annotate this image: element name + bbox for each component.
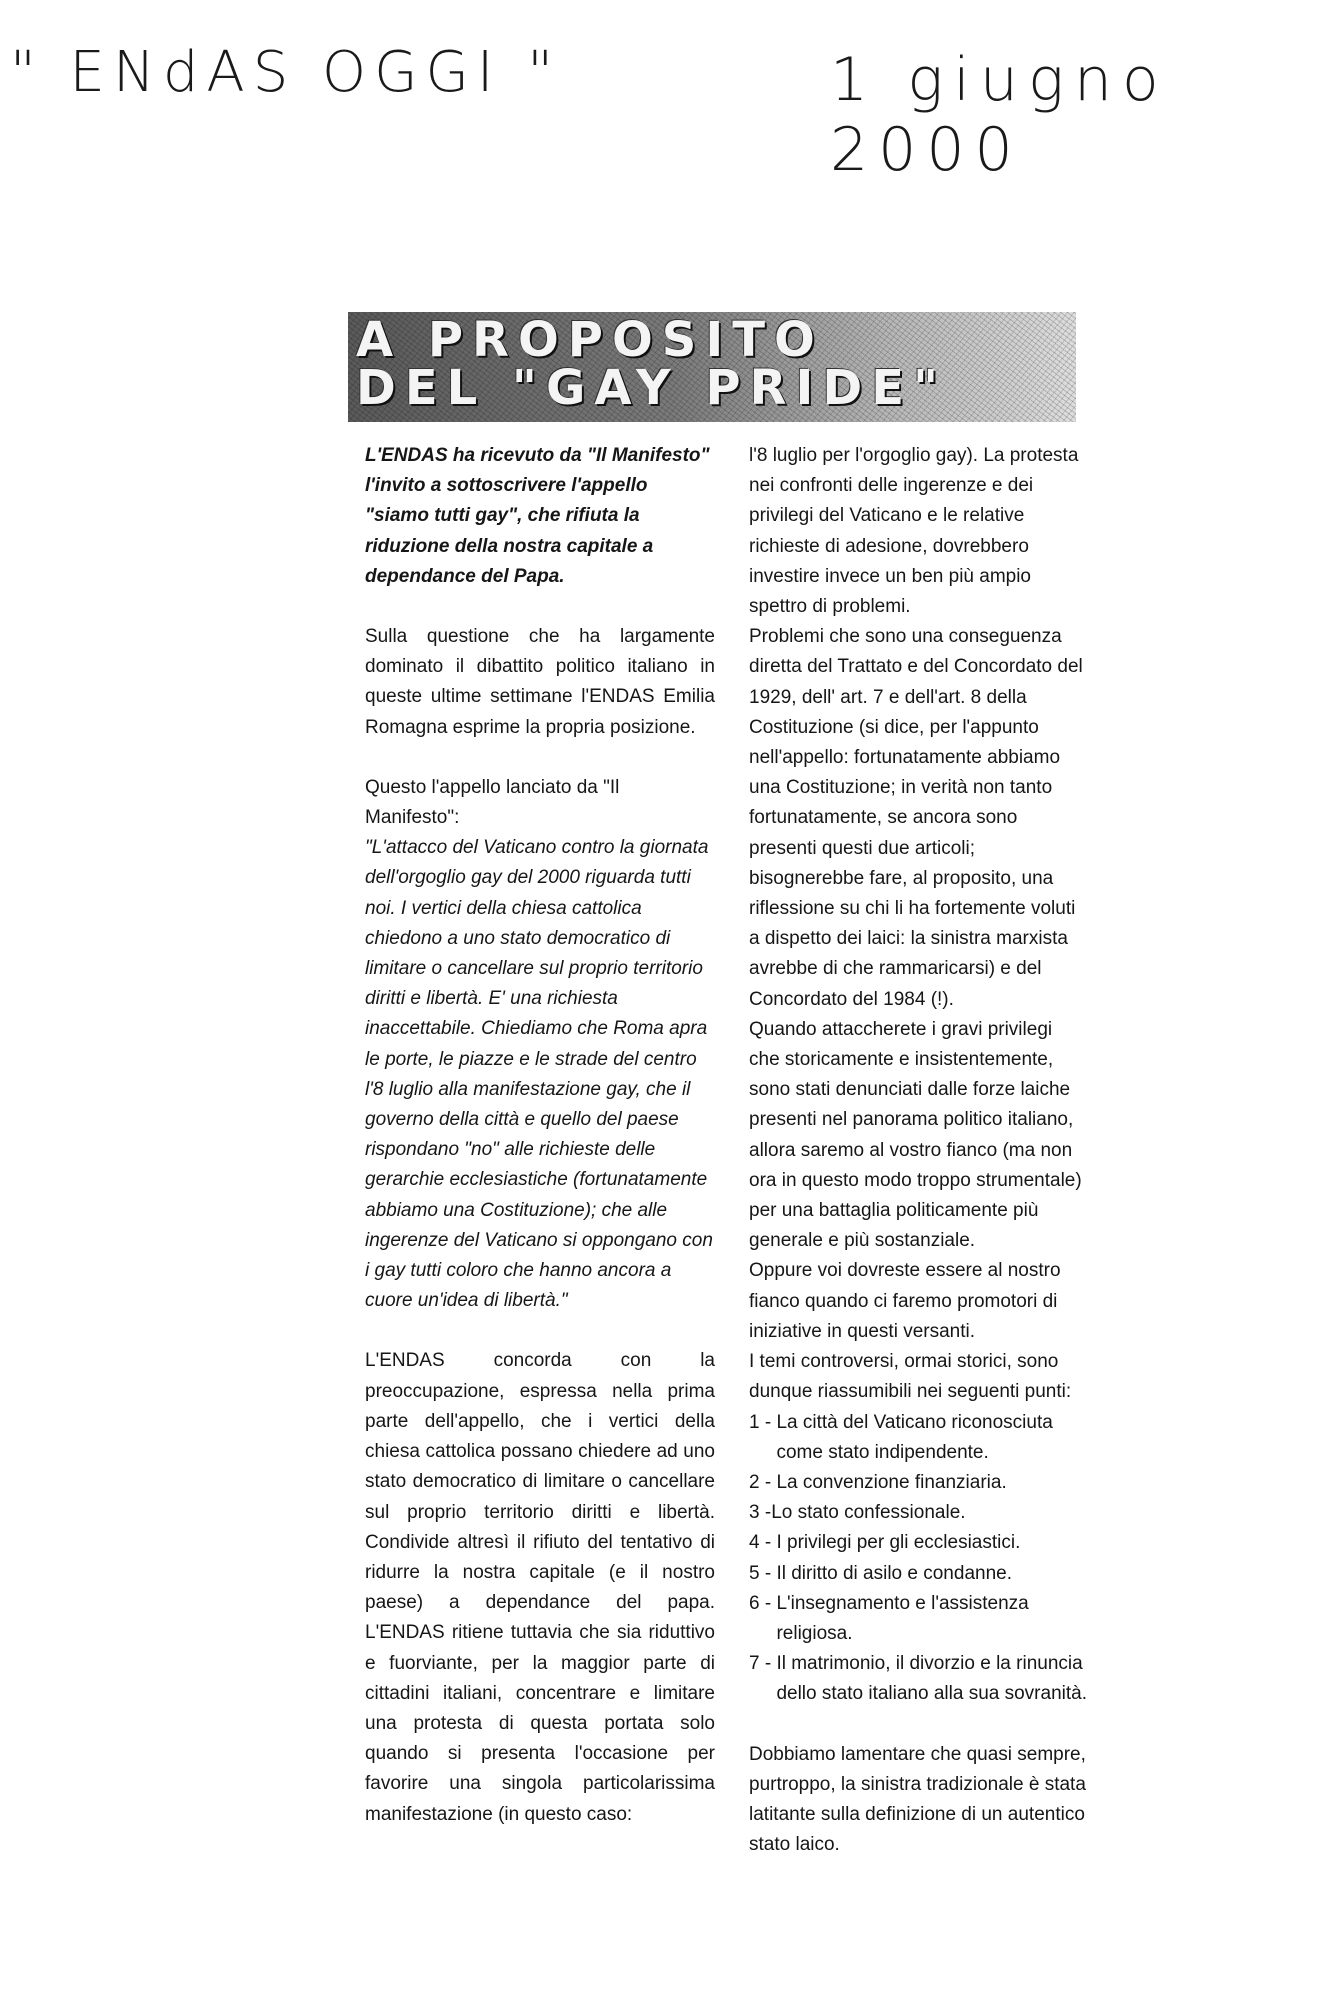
headline-line-2: DEL "GAY PRIDE" [356,360,947,416]
list-item [749,1408,1087,1468]
list-item-text: Lo stato confessionale. [771,1502,966,1524]
article-paragraph: L'ENDAS concorda con la preoccupazione, espressa nella prima parte dell'appello, che i vertici della chiesa cattolica possano chiedere ad uno stato democratico di limitare o cancellare sul proprio territorio diritti e libertà. Condivide altresì il rifiuto del tentativo di ridurre la nostra capitale (e il nostro paese) a dependance del papa. L'ENDAS ritiene tuttavia che sia riduttivo e fuorviante, per la maggior parte di cittadini italiani, concentrare e limitare una protesta di questa portata solo quando si presenta l'occasione per favorire una singola particolarissima manifestazione (in questo caso: [365,1350,715,1825]
list-item [749,1528,1087,1558]
handwritten-source-note: " ENdAS OGGI " [10,40,561,105]
list-item-number: 7 - [749,1653,777,1675]
list-item-number: 3 - [749,1502,772,1524]
list-item [749,1559,1087,1589]
list-item [749,1498,1087,1528]
list-item-text: La città del Vaticano riconosciuta come stato indipendente. [776,1411,1053,1463]
article-intro: L'ENDAS ha ricevuto da "Il Manifesto" l'invito a sottoscrivere l'appello "siamo tutti gay", che rifiuta la riduzione della nostra capitale a dependance del Papa. [365,445,710,587]
article-paragraph: l'8 luglio per l'orgoglio gay). La protesta nei confronti delle ingerenze e dei privilegi del Vaticano e le relative richieste di adesione, dovrebbero investire invece un ben più ampio spettro di problemi. [749,445,1079,618]
list-item-text: Il matrimonio, il divorzio e la rinuncia dello stato italiano alla sua sovranità. [776,1653,1087,1705]
list-item-text: Il diritto di asilo e condanne. [776,1562,1012,1584]
article-paragraph: Questo l'appello lanciato da "Il Manifesto": [365,776,620,829]
list-item-number: 6 - [749,1592,777,1614]
list-item-text: L'insegnamento e l'assistenza religiosa. [776,1592,1029,1644]
headline-banner [348,312,1076,422]
list-item [749,1649,1087,1709]
list-item [749,1468,1087,1498]
list-item-number: 1 - [749,1411,777,1433]
article-paragraph: Quando attaccherete i gravi privilegi che storicamente e insistentemente, sono stati denunciati dalle forze laiche presenti nel panorama politico italiano, allora saremo al vostro fianco (ma non ora in questo modo troppo strumentale) per una battaglia politicamente più generale e più sostanziale. [749,1018,1082,1252]
article-paragraph: I temi controversi, ormai storici, sono dunque riassumibili nei seguenti punti: [749,1351,1072,1403]
points-list [749,1408,1087,1710]
article-paragraph: Sulla questione che ha largamente dominato il dibattito politico italiano in queste ultime settimane l'ENDAS Emilia Romagna esprime la propria posizione. [365,626,715,738]
manifesto-quote: "L'attacco del Vaticano contro la giornata dell'orgoglio gay del 2000 riguarda tutti noi. I vertici della chiesa cattolica chiedono a uno stato democratico di limitare o cancellare sul proprio territorio diritti e libertà. E' una richiesta inaccettabile. Chiediamo che Roma apra le porte, le piazze e le strade del centro l'8 luglio alla manifestazione gay, che il governo della città e quello del paese rispondano "no" alle richieste delle gerarchie ecclesiastiche (fortunatamente abbiamo una Costituzione); che alle ingerenze del Vaticano si oppongano con i gay tutti coloro che hanno ancora a cuore un'idea di libertà." [365,837,713,1312]
handwritten-date-note: 1 giugno 2000 [830,45,1169,185]
list-item-number: 5 - [749,1562,777,1584]
article-right-column [749,441,1087,1860]
list-item-number: 4 - [749,1532,777,1554]
list-item-text: La convenzione finanziaria. [776,1471,1007,1493]
list-item-text: I privilegi per gli ecclesiastici. [776,1532,1021,1554]
article-paragraph: Problemi che sono una conseguenza diretta del Trattato e del Concordato del 1929, dell' art. 7 e dell'art. 8 della Costituzione (si dice, per l'appunto nell'appello: fortunatamente abbiamo una Costituzione; in verità non tanto fortunatamente, se ancora sono presenti questi due articoli; bisognerebbe fare, al proposito, una riflessione su chi li ha fortemente voluti a dispetto dei laici: la sinistra marxista avrebbe di che rammaricarsi) e del Concordato del 1984 (!). [749,626,1083,1010]
list-item [749,1589,1087,1649]
article-paragraph: Dobbiamo lamentare che quasi sempre, purtroppo, la sinistra tradizionale è stata latitante sulla definizione di un autentico stato laico. [749,1743,1086,1856]
list-item-number: 2 - [749,1471,777,1493]
headline-line-1: A PROPOSITO [356,312,824,368]
article-left-column [365,441,715,1830]
article-paragraph: Oppure voi dovreste essere al nostro fianco quando ci faremo promotori di iniziative in questi versanti. [749,1260,1061,1342]
